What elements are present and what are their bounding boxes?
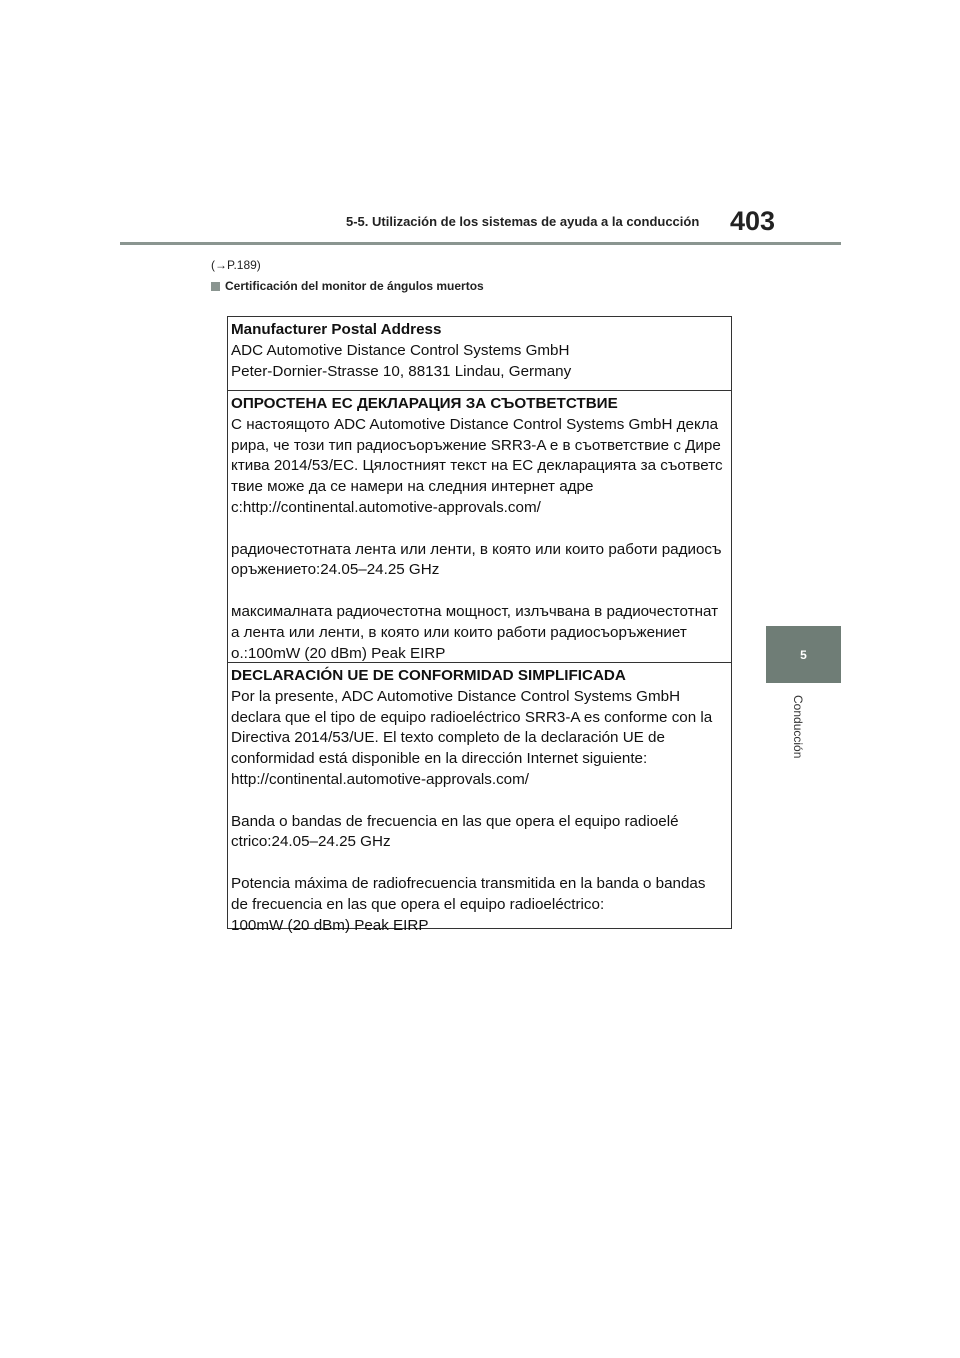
square-bullet-icon	[211, 282, 220, 291]
text-line: рира, че този тип радиосъоръжение SRR3-A е в съответствие с Дире	[231, 436, 721, 454]
text-line: Potencia máxima de radiofrecuencia transmitida en la banda o bandas	[231, 874, 706, 892]
text-line: Por la presente, ADC Automotive Distance Control Systems GmbH	[231, 687, 681, 705]
text-line: http://continental.automotive-approvals.com/	[231, 770, 530, 788]
subheading	[211, 279, 484, 293]
text-line: declara que el tipo de equipo radioeléctrico SRR3-A es conforme con la	[231, 708, 713, 726]
text-line: 100mW (20 dBm) Peak EIRP	[231, 916, 429, 934]
address-line: ADC Automotive Distance Control Systems GmbH	[231, 341, 570, 359]
paragraph-gap	[231, 791, 731, 812]
bulgarian-title: ОПРОСТЕНА ЕС ДЕКЛАРАЦИЯ ЗА СЪОТВЕТСТВИЕ	[231, 395, 618, 412]
text-line: c:http://continental.automotive-approvals.com/	[231, 498, 541, 516]
text-line: о.:100mW (20 dBm) Peak EIRP	[231, 644, 446, 662]
text-line: максималната радиочестотна мощност, излъчвана в радиочестотнат	[231, 602, 719, 620]
paragraph-gap	[231, 519, 731, 540]
certificate-box	[227, 316, 732, 934]
bulgarian-declaration-section	[228, 391, 731, 663]
paragraph-gap	[231, 581, 731, 602]
text-line: Banda o bandas de frecuencia en las que opera el equipo radioelé	[231, 812, 679, 830]
subheading-text: Certificación del monitor de ángulos muertos	[225, 279, 484, 293]
chapter-number: 5	[800, 647, 807, 662]
paragraph-gap	[231, 853, 731, 874]
text-line: ктива 2014/53/ЕС. Цялостният текст на ЕС декларацията за съответс	[231, 457, 723, 475]
section-title: 5-5. Utilización de los sistemas de ayuda a la conducción	[346, 214, 700, 229]
text-line: Directiva 2014/53/UE. El texto completo de la declaración UE de	[231, 729, 665, 747]
text-line: оръжението:24.05–24.25 GHz	[231, 561, 440, 579]
spanish-title: DECLARACIÓN UE DE CONFORMIDAD SIMPLIFICADA	[231, 667, 626, 684]
address-section	[228, 317, 731, 391]
chapter-label: Conducción	[791, 695, 805, 759]
spanish-declaration-section	[228, 663, 731, 936]
text-line: С настоящото ADC Automotive Distance Control Systems GmbH декла	[231, 415, 719, 433]
text-line: conformidad está disponible en la dirección Internet siguiente:	[231, 750, 648, 768]
text-line: ctrico:24.05–24.25 GHz	[231, 833, 391, 851]
text-line: радиочестотната лента или ленти, в която или които работи радиосъ	[231, 540, 722, 558]
chapter-tab	[766, 626, 841, 683]
page-number: 403	[730, 206, 776, 236]
text-line: твие може да се намери на следния интернет адре	[231, 478, 594, 496]
header-divider	[120, 242, 841, 245]
text-line: de frecuencia en las que opera el equipo radioeléctrico:	[231, 895, 605, 913]
page-reference-link[interactable]: (→P.189)	[211, 258, 261, 272]
address-title: Manufacturer Postal Address	[231, 321, 442, 338]
address-line: Peter-Dornier-Strasse 10, 88131 Lindau, Germany	[231, 362, 572, 380]
text-line: а лента или ленти, в която или които работи радиосъоръжениет	[231, 623, 687, 641]
